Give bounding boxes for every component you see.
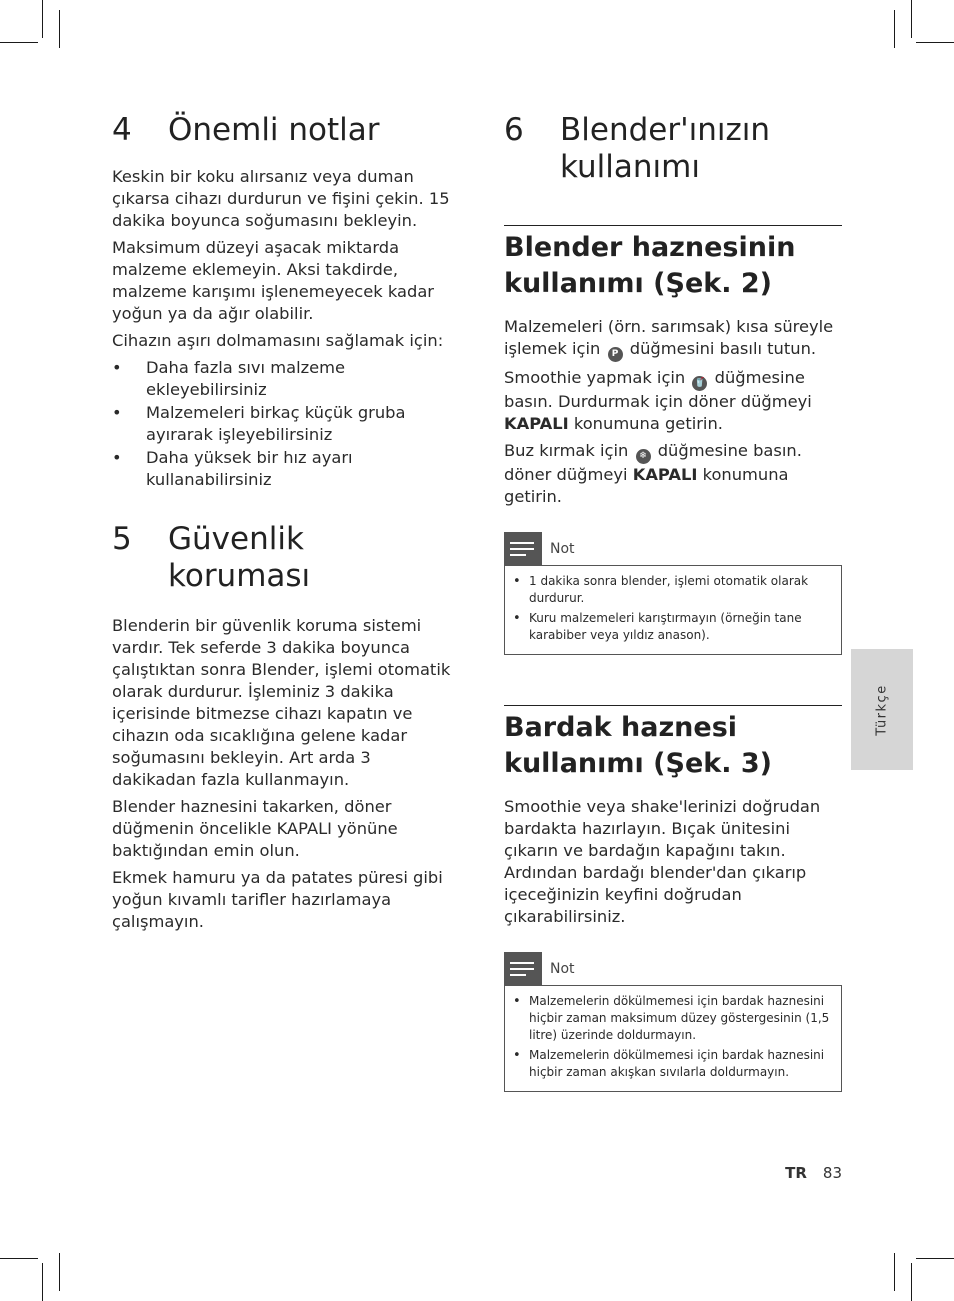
note-label: Not — [550, 540, 575, 557]
keyword: KAPALI — [504, 414, 569, 433]
crop-mark — [894, 1253, 895, 1291]
crop-mark — [911, 0, 912, 38]
paragraph: Blender haznesini takarken, döner düğmenin öncelikle KAPALI yönüne baktığından emin olun. — [112, 797, 398, 860]
crop-mark — [59, 10, 60, 48]
list-item: • Daha fazla sıvı malzeme ekleyebilirsiniz — [112, 357, 452, 401]
right-column — [504, 112, 842, 1092]
note-icon — [504, 532, 542, 565]
crop-mark — [916, 1258, 954, 1259]
paragraph — [504, 440, 842, 508]
section-title: Önemli notlar — [168, 112, 380, 148]
note-header — [504, 952, 842, 985]
crop-mark — [894, 10, 895, 48]
paragraph — [504, 367, 842, 435]
paragraph: Ekmek hamuru ya da patates püresi gibi yoğun kıvamlı tarifler hazırlamaya çalışmayın. — [112, 868, 443, 931]
note-item: • Kuru malzemeleri karıştırmayın (örneğin tane karabiber veya yıldız anason). — [513, 610, 831, 644]
text: konumuna getirin. — [573, 414, 723, 433]
subsection-heading: Bardak haznesi kullanımı (Şek. 3) — [504, 705, 842, 782]
crop-mark — [59, 1253, 60, 1291]
ice-crush-button-icon: ❄ — [636, 449, 651, 464]
bullet-list — [112, 357, 452, 491]
note-content — [504, 565, 842, 655]
subsection-heading: Blender haznesinin kullanımı (Şek. 2) — [504, 225, 842, 302]
section-number: 6 — [504, 112, 524, 148]
crop-mark — [0, 42, 38, 43]
text: Smoothie yapmak için — [504, 368, 686, 387]
note-item: • Malzemelerin dökülmemesi için bardak haznesini hiçbir zaman akışkan sıvılarla doldurmayın. — [513, 1047, 831, 1081]
page-footer — [785, 1164, 842, 1182]
note-box — [504, 532, 842, 655]
note-header — [504, 532, 842, 565]
page-number: 83 — [822, 1164, 842, 1182]
crop-mark — [42, 1263, 43, 1301]
crop-mark — [0, 1258, 38, 1259]
note-label: Not — [550, 960, 575, 977]
text: Malzemeleri (örn. sarımsak) kısa süreyle işlemek için — [504, 317, 834, 358]
language-tab — [851, 649, 913, 770]
smoothie-button-icon: 🥤 — [692, 376, 707, 391]
text: düğmesine basın. Durdurmak için döner düğmeyi — [504, 368, 812, 411]
section-4-heading — [112, 112, 452, 149]
paragraph: Blenderin bir güvenlik koruma sistemi vardır. Tek seferde 3 dakika boyunca çalıştıktan sonra Blender, işlemi otomatik olarak durdurur. İşleminiz 3 dakika içerisinde bitmezse cihazı kapatın ve cihazın oda sıcaklığına gelene kadar soğumasını bekleyin. Art arda 3 dakikadan fazla kullanmayın. — [112, 616, 451, 789]
section-title: Güvenlik koruması — [168, 521, 311, 594]
keyword: KAPALI — [632, 465, 698, 484]
note-item: • 1 dakika sonra blender, işlemi otomatik olarak durdurur. — [513, 573, 831, 607]
section-number: 4 — [112, 112, 132, 148]
section-title: Blender'ınızın kullanımı — [560, 112, 771, 185]
paragraph: Cihazın aşırı dolmamasını sağlamak için: — [112, 331, 444, 350]
note-box — [504, 952, 842, 1092]
text: düğmesine basın. döner düğmeyi — [504, 441, 802, 484]
text: Buz kırmak için — [504, 441, 629, 460]
text: konumuna getirin. — [504, 465, 789, 506]
pulse-button-icon: P — [608, 347, 623, 362]
list-item: • Daha yüksek bir hız ayarı kullanabilirsiniz — [112, 447, 452, 491]
paragraph: Smoothie veya shake'lerinizi doğrudan bardakta hazırlayın. Bıçak ünitesini çıkarın ve bardağın kapağını takın. Ardından bardağı blender'dan çıkarıp içeceğinizin keyfini doğrudan çıkarabilirsiniz. — [504, 797, 821, 926]
footer-language: TR — [785, 1164, 807, 1182]
section-5-heading — [112, 521, 452, 595]
text: düğmesini basılı tutun. — [629, 339, 817, 358]
crop-mark — [42, 0, 43, 38]
paragraph: Keskin bir koku alırsanız veya duman çıkarsa cihazı durdurun ve fişini çekin. 15 dakika boyunca soğumasını bekleyin. — [112, 167, 450, 230]
crop-mark — [911, 1263, 912, 1301]
left-column — [112, 112, 452, 938]
note-icon — [504, 952, 542, 985]
note-item: • Malzemelerin dökülmemesi için bardak haznesini hiçbir zaman maksimum düzey göstergesinin (1,5 litre) üzerinde doldurmayın. — [513, 993, 831, 1044]
paragraph: Maksimum düzeyi aşacak miktarda malzeme eklemeyin. Aksi takdirde, malzeme karışımı işlenemeyecek kadar yoğun ya da ağır olabilir. — [112, 238, 434, 323]
language-tab-label: Türkçe — [874, 683, 890, 736]
note-content — [504, 985, 842, 1092]
paragraph — [504, 316, 842, 362]
list-item: • Malzemeleri birkaç küçük gruba ayırarak işleyebilirsiniz — [112, 402, 452, 446]
section-6-heading — [504, 112, 842, 186]
crop-mark — [916, 42, 954, 43]
section-number: 5 — [112, 521, 132, 557]
